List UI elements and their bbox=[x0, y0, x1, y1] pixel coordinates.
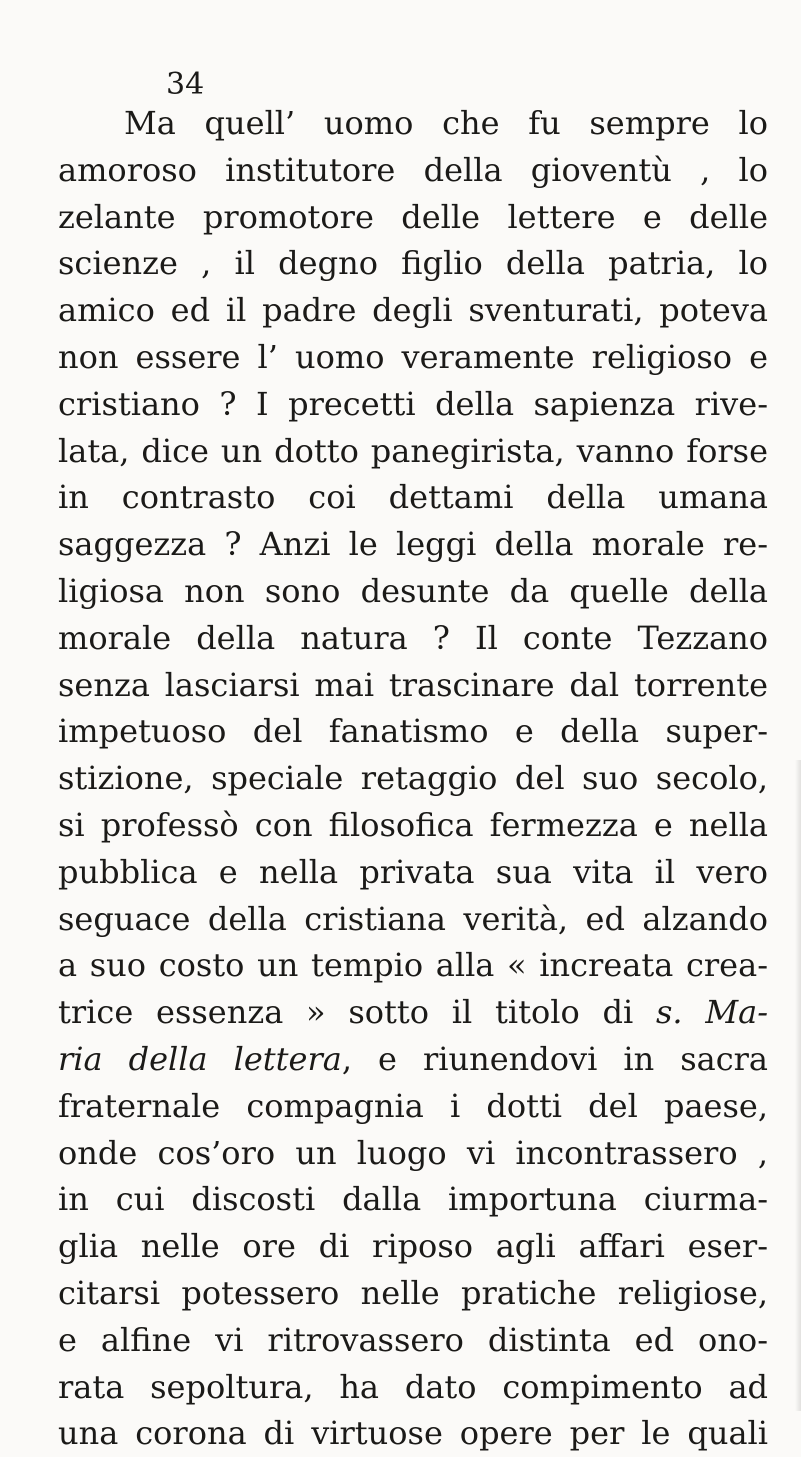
text-line: fraternale compagnia i dotti del paese, bbox=[58, 1086, 768, 1125]
italic-title-end: ria della lettera bbox=[58, 1039, 342, 1078]
page-number: 34 bbox=[166, 67, 205, 102]
text-line-segment: trice essenza » sotto il titolo di bbox=[58, 993, 656, 1032]
text-line: in cui discosti dalla importuna ciurma- bbox=[58, 1180, 768, 1219]
page-edge-shadow bbox=[795, 760, 801, 1411]
text-line: lata, dice un dotto panegirista, vanno forse bbox=[58, 431, 768, 470]
text-line: glia nelle ore di riposo agli affari eser- bbox=[58, 1227, 768, 1266]
text-line bbox=[58, 989, 768, 1036]
text-line: rata sepoltura, ha dato compimento ad bbox=[58, 1367, 768, 1406]
text-line: e alfine vi ritrovassero distinta ed ono- bbox=[58, 1320, 768, 1359]
text-line: senza lasciarsi mai trascinare dal torrente bbox=[58, 665, 768, 704]
text-line: scienze , il degno figlio della patria, lo bbox=[58, 244, 768, 283]
text-line: morale della natura ? Il conte Tezzano bbox=[58, 618, 768, 657]
text-line: cristiano ? I precetti della sapienza rive- bbox=[58, 384, 768, 423]
text-line: stizione, speciale retaggio del suo secolo, bbox=[58, 759, 768, 798]
text-line-segment: , e riunendovi in sacra bbox=[341, 1039, 769, 1078]
text-line: amico ed il padre degli sventurati, poteva bbox=[58, 291, 768, 330]
text-line: seguace della cristiana verità, ed alzando bbox=[58, 899, 768, 938]
text-line bbox=[58, 1036, 768, 1083]
body-text bbox=[58, 100, 768, 1457]
text-line: saggezza ? Anzi le leggi della morale re- bbox=[58, 525, 768, 564]
text-line: zelante promotore delle lettere e delle bbox=[58, 197, 768, 236]
text-line: Ma quell’ uomo che fu sempre lo bbox=[124, 104, 768, 142]
text-line: citarsi potessero nelle pratiche religiose, bbox=[58, 1273, 768, 1312]
text-line: non essere l’ uomo veramente religioso e bbox=[58, 337, 768, 376]
text-line: amoroso institutore della gioventù , lo bbox=[58, 150, 768, 189]
text-line: ligiosa non sono desunte da quelle della bbox=[58, 571, 768, 610]
text-line: in contrasto coi dettami della umana bbox=[58, 478, 768, 517]
text-line: a suo costo un tempio alla « increata crea- bbox=[58, 946, 768, 985]
text-line: si professò con filosofica fermezza e nella bbox=[58, 805, 768, 844]
text-line: impetuoso del fanatismo e della super- bbox=[58, 712, 768, 751]
text-line: una corona di virtuose opere per le quali bbox=[58, 1414, 768, 1453]
text-line: onde cos’oro un luogo vi incontrassero , bbox=[58, 1133, 768, 1172]
italic-title-start: s. Ma- bbox=[656, 993, 769, 1032]
text-line: pubblica e nella privata sua vita il vero bbox=[58, 852, 768, 891]
